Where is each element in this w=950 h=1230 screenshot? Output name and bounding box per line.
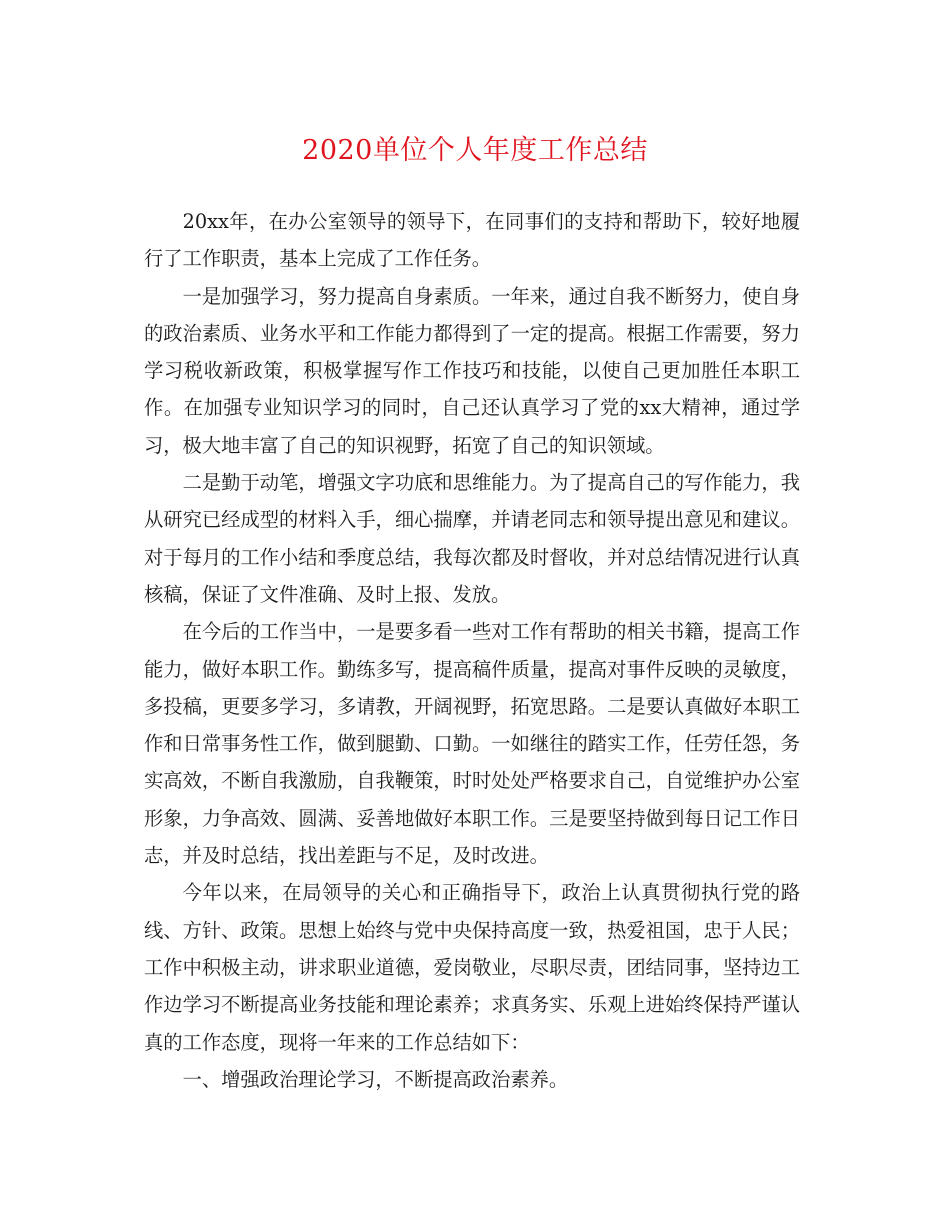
paragraph-intro: 20xx年，在办公室领导的领导下，在同事们的支持和帮助下，较好地履行了工作职责，基本上完成了工作任务。 xyxy=(144,210,800,271)
paragraph-future-work: 在今后的工作当中，一是要多看一些对工作有帮助的相关书籍，提高工作能力，做好本职工作。勤练多写，提高稿件质量，提高对事件反映的灵敏度，多投稿，更要多学习，多请教，开阔视野，拓宽思路。二是要认真做好本职工作和日常事务性工作，做到腿勤、口勤。一如继往的踏实工作，任劳任怨，务实高效，不断自我激励，自我鞭策，时时处处严格要求自己，自觉维护办公室形象，力争高效、圆满、妥善地做好本职工作。三是要坚持做到每日记工作日志，并及时总结，找出差距与不足，及时改进。 xyxy=(144,620,800,868)
paragraph-study: 一是加强学习，努力提高自身素质。一年来，通过自我不断努力，使自身的政治素质、业务水平和工作能力都得到了一定的提高。根据工作需要，努力学习税收新政策，积极掌握写作工作技巧和技能，以使自己更加胜任本职工作。在加强专业知识学习的同时，自己还认真学习了党的xx大精神，通过学习，极大地丰富了自己的知识视野，拓宽了自己的知识领域。 xyxy=(144,284,800,457)
document-title: 2020单位个人年度工作总结 xyxy=(302,135,648,166)
document-body xyxy=(144,203,800,1098)
paragraph-writing: 二是勤于动笔，增强文字功底和思维能力。为了提高自己的写作能力，我从研究已经成型的材料入手，细心揣摩，并请老同志和领导提出意见和建议。对于每月的工作小结和季度总结，我每次都及时督收，并对总结情况进行认真核稿，保证了文件准确、及时上报、发放。 xyxy=(144,471,800,606)
paragraph-summary: 今年以来，在局领导的关心和正确指导下，政治上认真贯彻执行党的路线、方针、政策。思想上始终与党中央保持高度一致，热爱祖国，忠于人民；工作中积极主动，讲求职业道德，爱岗敬业，尽职尽责，团结同事，坚持边工作边学习不断提高业务技能和理论素养；求真务实、乐观上进始终保持严谨认真的工作态度，现将一年来的工作总结如下： xyxy=(144,881,800,1054)
paragraph-section-heading: 一、增强政治理论学习，不断提高政治素养。 xyxy=(182,1067,569,1091)
